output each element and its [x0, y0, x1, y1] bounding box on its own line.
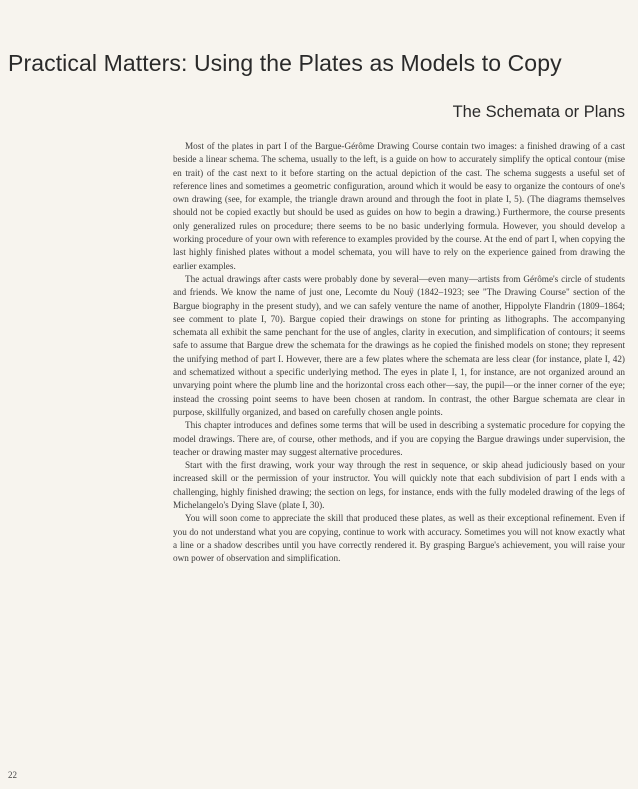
body-text: [173, 140, 625, 566]
paragraph: Start with the first drawing, work your way through the rest in sequence, or skip ahead judiciously based on your increased skill or the permission of your instructor. You will quickly note that each subdivision of part I ends with a challenging, highly finished drawing; the section on legs, for instance, ends with the fully modeled drawing of the legs of Michelangelo's Dying Slave (plate I, 30).: [173, 460, 625, 511]
section-title: The Schemata or Plans: [452, 103, 625, 121]
paragraph: The actual drawings after casts were probably done by several—even many—artists from Gérôme's circle of students and friends. We know the name of just one, Lecomte du Nouÿ (1842–1923; see "The Drawing Course" section of the Bargue biography in the present study), and we can safely venture the name of another, Hippolyte Flandrin (1809–1864; see comment to plate I, 70). Bargue copied their drawings on stone for printing as lithographs. The accompanying schemata all exhibit the same penchant for the use of angles, clarity in execution, and simplification of contours; it seems safe to assume that Bargue drew the schemata for the drawings as he copied the finished models on stone; they represent the unifying method of part I. However, there are a few plates where the schemata are less clear (for instance, plate I, 42) and schematized without a specific underlying method. The eyes in plate I, 1, for instance, are not organized around an unvarying point where the plumb line and the horizontal cross each other—say, the pupil—or the inner corner of the eye; instead the crossing point seems to have been chosen at random. In contrast, the other Bargue schemata are clear in purpose, skillfully organized, and based on carefully chosen angle points.: [173, 273, 625, 417]
paragraph: This chapter introduces and defines some terms that will be used in describing a systematic procedure for copying the model drawings. There are, of course, other methods, and if you are copying the Bargue drawings under supervision, the teacher or drawing master may suggest alternative procedures.: [173, 420, 625, 457]
paragraph: Most of the plates in part I of the Bargue-Gérôme Drawing Course contain two images: a finished drawing of a cast beside a linear schema. The schema, usually to the left, is a guide on how to accurately simplify the optical contour (mise en trait) of the cast next to it before starting on the actual depiction of the cast. The schema suggests a useful set of reference lines and sometimes a geometric configuration, around which it would be easy to organize the contours of one's own drawing (see, for example, the triangle drawn around and through the foot in plate I, 5). (The diagrams themselves should not be copied exactly but should be used as guides on how to begin a drawing.) Furthermore, the course presents only generalized rules on procedure; there seems to be no basic underlying formula. However, you should develop a working procedure of your own with reference to examples provided by the course. At the end of part I, when copying the last highly finished plates without a model schemata, you will have to rely on the experience gained from drawing the earlier examples.: [173, 141, 625, 271]
page-number: 22: [8, 770, 17, 780]
chapter-title: Practical Matters: Using the Plates as Models to Copy: [8, 50, 562, 76]
paragraph: You will soon come to appreciate the skill that produced these plates, as well as their exceptional refinement. Even if you do not understand what you are copying, continue to work with accuracy. Sometimes you will not know exactly what a line or a shadow describes until you have correctly rendered it. By grasping Bargue's achievement, you will raise your own power of observation and simplification.: [173, 513, 625, 564]
